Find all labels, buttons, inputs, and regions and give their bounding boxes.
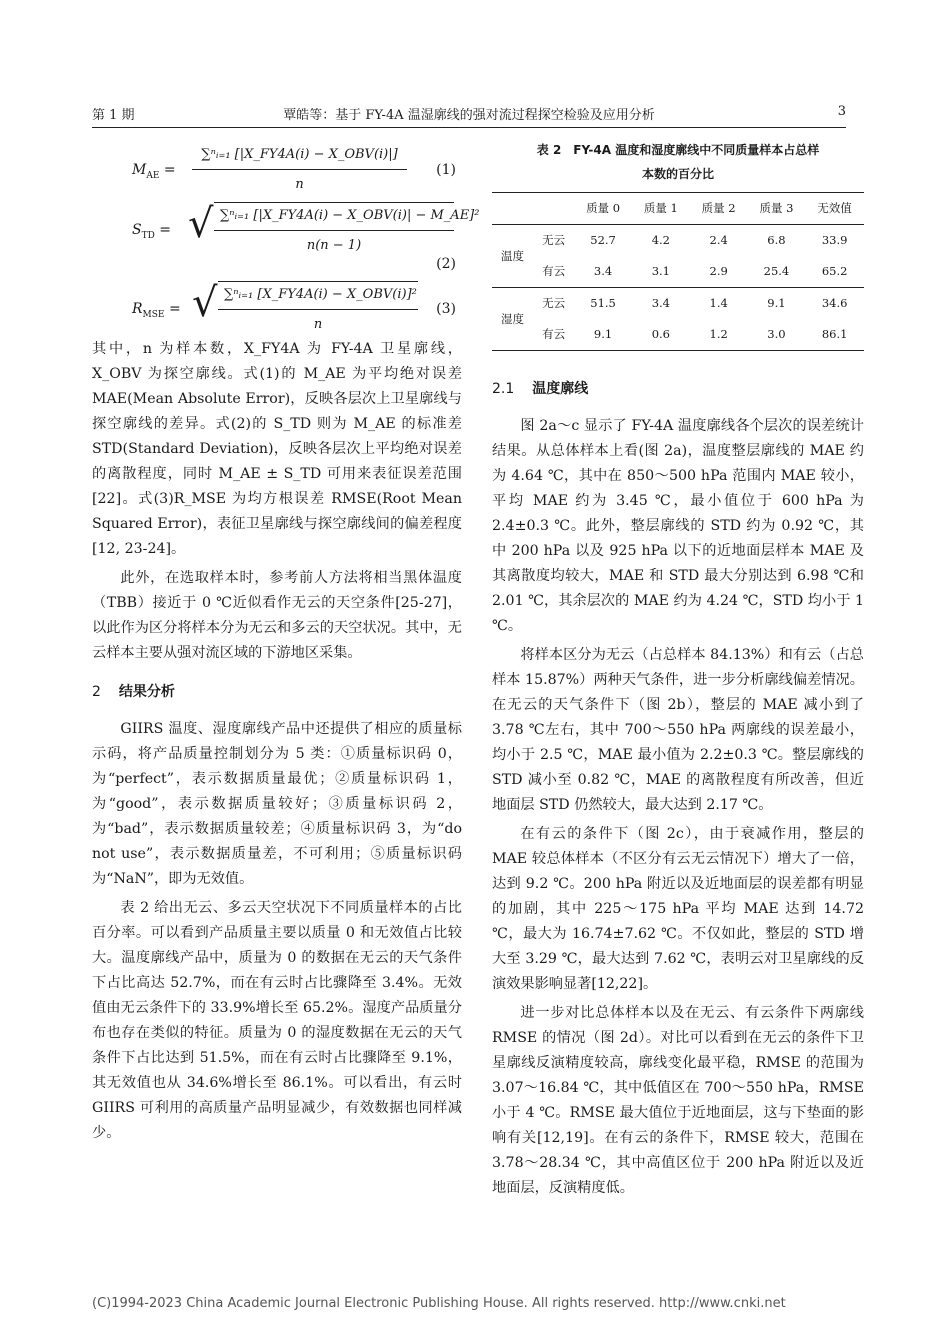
std-fraction xyxy=(214,202,480,258)
table-cell: 3.0 xyxy=(748,319,806,351)
table-row xyxy=(492,256,864,288)
right-column xyxy=(492,138,864,1205)
table-cell: 4.2 xyxy=(651,233,670,247)
equation-rmse: $R_{MSE}$ = √ ∑ⁿᵢ₌₁ [X_FY4A(i) − X_OBV(i)]² n (3) xyxy=(92,277,462,337)
equation-number-3: (3) xyxy=(436,301,456,317)
sqrt-sign: √ xyxy=(188,201,214,247)
table-row xyxy=(492,288,864,320)
left-column xyxy=(92,138,480,1150)
table-cell: 1.4 xyxy=(690,288,748,320)
table-cell: 9.1 xyxy=(748,288,806,320)
table-cell: 6.8 xyxy=(767,233,786,247)
table-cell: 65.2 xyxy=(821,264,848,278)
std-symbol: S xyxy=(132,222,142,238)
issue-number: 第 1 期 xyxy=(92,108,135,123)
paragraph-sample-selection: 此外，在选取样本时，参考前人方法将相当黑体温度（TBB）接近于 0 ℃近似看作无云的天空条件[25-27]，以此作为区分将样本分为无云和多云的天空状况。其中，无云样本主要从强对流区域的下游地区采集。 xyxy=(92,570,462,661)
table-cell: 86.1 xyxy=(805,319,864,351)
paragraph-variable-definitions: 其中，n 为样本数，X_FY4A 为 FY-4A 卫星廓线，X_OBV 为探空廓线。式(1)的 M_AE 为平均绝对误差 MAE(Mean Absolute Error)，反映各层次上卫星廓线与探空廓线的差异。式(2)的 S_TD 则为 M_AE 的标准差 STD(Standard Deviation)，反映各层次上平均绝对误差的离散程度，同时 M_AE ± S_TD 可用来表征误差范围[22]。式(3)R_MSE 为均方根误差 RMSE(Root Mean Squared Error)，表征卫星廓线与探空廓线间的偏差程度[12, 23-24]。 xyxy=(92,341,462,557)
table-cell: 25.4 xyxy=(763,264,790,278)
mae-symbol: M xyxy=(132,162,147,178)
sqrt-sign: √ xyxy=(192,280,218,326)
section-title: 结果分析 xyxy=(118,684,175,700)
table-cell: 3.1 xyxy=(651,264,670,278)
std-numerator: ∑ⁿᵢ₌₁ [|X_FY4A(i) − X_OBV(i)| − M_AE]² xyxy=(214,203,454,231)
rmse-numerator: ∑ⁿᵢ₌₁ [X_FY4A(i) − X_OBV(i)]² xyxy=(218,282,418,310)
section-number: 2 xyxy=(92,684,101,700)
table-2 xyxy=(492,192,864,351)
equation-mae: $M_{AE}$ = ∑ⁿᵢ₌₁ [|X_FY4A(i) − X_OBV(i)|] n (1) xyxy=(92,138,462,198)
equation-number-1: (1) xyxy=(436,162,456,178)
group-label: 湿度 xyxy=(492,288,533,351)
paragraph-quality-flags: GIIRS 温度、湿度廓线产品中还提供了相应的质量标示码，将产品质量控制划分为 5 类：①质量标识码 0，为“perfect”，表示数据质量最优；②质量标识码 1，为“good”，表示数据质量较好；③质量标识码 2，为“bad”，表示数据质量较差；④质量标识码 3，为“do not use”，表示数据质量差，不可利用；⑤质量标识码为“NaN”，即为无效值。 xyxy=(92,721,462,887)
running-title: 覃皓等：基于 FY-4A 温湿廓线的强对流过程探空检验及应用分析 xyxy=(283,108,655,123)
table-header-cell: 质量 1 xyxy=(632,193,690,225)
table-cell: 51.5 xyxy=(574,288,632,320)
table-header-cell xyxy=(492,193,533,225)
table-header-row xyxy=(492,193,864,225)
table-cell: 2.4 xyxy=(709,233,728,247)
condition-label: 有云 xyxy=(533,319,574,351)
table-cell: 9.1 xyxy=(574,319,632,351)
copyright-footer: (C)1994-2023 China Academic Journal Electronic Publishing House. All rights reserved. http://www.cnki.net xyxy=(92,1296,786,1311)
table-cell: 3.4 xyxy=(593,264,613,278)
rmse-denominator: n xyxy=(313,317,323,332)
paragraph-rmse: 进一步对比总体样本以及在无云、有云条件下两廓线 RMSE 的情况（图 2d）。对比可以看到在无云的条件下卫星廓线反演精度较高，廓线变化最平稳，RMSE 的范围为 3.07～16.84 ℃，其中低值区在 700～550 hPa，RMSE 小于 4 ℃。RMSE 最大值位于近地面层，这与下垫面的影响有关[12,19]。在有云的条件下，RMSE 较大，范围在 3.78～28.34 ℃，其中高值区位于 200 hPa 附近以及近地面层，反演精度低。 xyxy=(492,1005,864,1196)
paragraph-clear-sky: 将样本区分为无云（占总样本 84.13%）和有云（占总样本 15.87%）两种天气条件，进一步分析廓线偏差情况。在无云的天气条件下（图 2b），整层的 MAE 减小到了 3.78 ℃左右，其中 700～550 hPa 两廓线的误差最小，均小于 2.5 ℃，MAE 最小值为 2.2±0.3 ℃。整层廓线的 STD 减小至 0.82 ℃，MAE 的离散程度有所改善，但近地面层 STD 仍然较大，最大达到 2.17 ℃。 xyxy=(492,647,864,813)
paragraph-table2-analysis: 表 2 给出无云、多云天空状况下不同质量样本的占比百分率。可以看到产品质量主要以质量 0 和无效值占比较大。温度廓线产品中，质量为 0 的数据在无云的天气条件下占比高达 52.7%，而在有云时占比骤降至 3.4%。无效值由无云条件下的 33.9%增长至 65.2%。湿度产品质量分布也存在类似的特征。质量为 0 的湿度数据在无云的天气条件下占比达到 51.5%，而在有云时占比骤降至 9.1%，其无效值也从 34.6%增长至 86.1%。可以看出，有云时 GIIRS 可利用的高质量产品明显减少，有效数据也同样减少。 xyxy=(92,900,462,1141)
table-header-cell xyxy=(533,193,574,225)
table-caption xyxy=(492,138,864,186)
table-cell: 34.6 xyxy=(805,288,864,320)
condition-label: 无云 xyxy=(533,288,574,320)
rmse-subscript: MSE xyxy=(142,309,165,320)
section-heading-2-1 xyxy=(492,377,864,402)
table-cell: 1.2 xyxy=(690,319,748,351)
table-cell: 0.6 xyxy=(632,319,690,351)
table-header-cell: 质量 2 xyxy=(690,193,748,225)
table-cell: 2.9 xyxy=(709,264,728,278)
std-subscript: TD xyxy=(141,230,155,241)
table-row xyxy=(492,319,864,351)
condition-label: 有云 xyxy=(542,264,566,278)
paragraph-cloudy: 在有云的条件下（图 2c），由于衰减作用，整层的 MAE 较总体样本（不区分有云无云情况下）增大了一倍，达到 9.2 ℃。200 hPa 附近以及近地面层的误差都有明显的加剧，其中 225～175 hPa 平均 MAE 达到 14.72 ℃，最大为 16.74±7.62 ℃。不仅如此，整层的 STD 增大至 3.29 ℃，最大达到 7.62 ℃，表明云对卫星廓线的反演效果影响显著[12,22]。 xyxy=(492,826,864,992)
group-label: 温度 xyxy=(501,248,525,263)
rmse-symbol: R xyxy=(132,301,143,317)
table-cell: 52.7 xyxy=(590,233,616,247)
table-cell: 33.9 xyxy=(821,233,848,247)
mae-numerator: ∑ⁿᵢ₌₁ [|X_FY4A(i) − X_OBV(i)|] xyxy=(192,142,407,170)
paragraph-overall-temperature: 图 2a～c 显示了 FY-4A 温度廓线各个层次的误差统计结果。从总体样本上看(图 2a)，温度整层廓线的 MAE 约为 4.64 ℃，其中在 850～500 hPa 范围内 MAE 较小，平均 MAE 约为 3.45 ℃，最小值位于 600 hPa 为 2.4±0.3 ℃。此外，整层廓线的 STD 约为 0.92 ℃，其中 200 hPa 以及 925 hPa 以下的近地面层样本 MAE 及其离散度均较大，MAE 和 STD 最大分别达到 6.98 ℃和 2.01 ℃，其余层次的 MAE 约为 4.24 ℃，STD 均小于 1 ℃。 xyxy=(492,418,864,634)
table-header-cell: 质量 3 xyxy=(748,193,806,225)
table-header-cell: 质量 0 xyxy=(574,193,632,225)
header-rule xyxy=(92,127,846,128)
mae-subscript: AE xyxy=(146,170,160,181)
condition-label: 无云 xyxy=(542,233,566,247)
mae-denominator: n xyxy=(295,177,304,192)
table-caption-line-1: 表 2 FY-4A 温度和湿度廓线中不同质量样本占总样 xyxy=(536,143,820,157)
section-heading-2 xyxy=(92,680,462,705)
table-caption-line-2: 本数的百分比 xyxy=(641,167,714,181)
table-header-cell: 无效值 xyxy=(805,193,864,225)
mae-fraction xyxy=(192,142,407,197)
section-title: 温度廓线 xyxy=(532,381,589,397)
rmse-fraction xyxy=(218,281,418,337)
std-denominator: n(n − 1) xyxy=(306,238,362,253)
equation-std: $S_{TD}$ = √ ∑ⁿᵢ₌₁ [|X_FY4A(i) − X_OBV(i)| − M_AE]² n(n − 1) xyxy=(92,198,462,258)
running-header xyxy=(92,104,846,126)
section-number: 2.1 xyxy=(492,381,515,397)
table-row xyxy=(492,225,864,257)
equation-number-2: (2) xyxy=(436,256,456,272)
table-cell: 3.4 xyxy=(632,288,690,320)
page-number: 3 xyxy=(837,104,846,119)
